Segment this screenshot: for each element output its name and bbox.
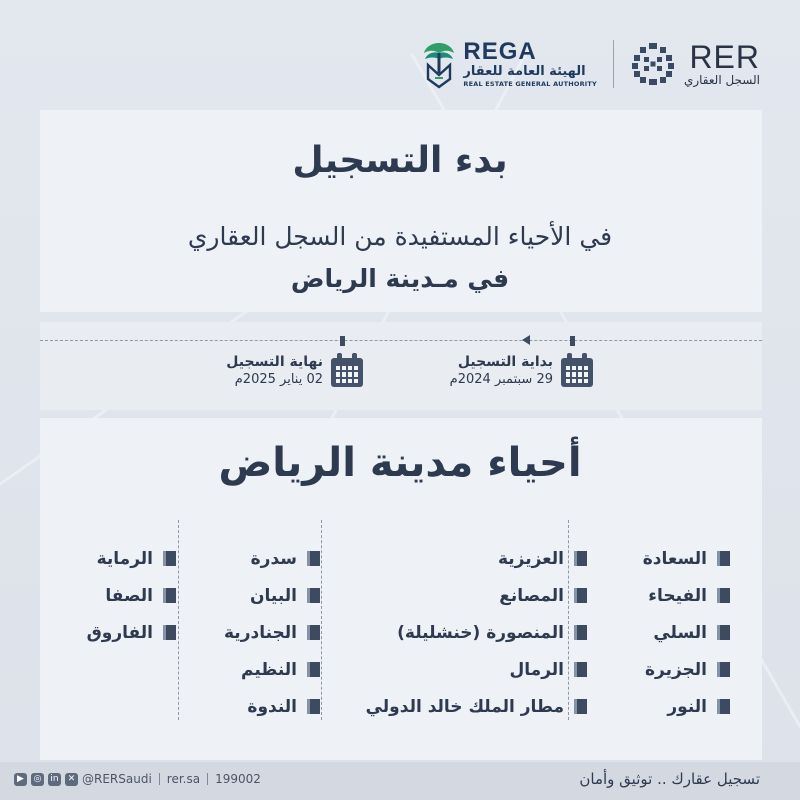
social-handle[interactable]: @RERSaudi bbox=[82, 772, 152, 786]
district-item: الجزيرة bbox=[643, 651, 730, 688]
district-item: السعادة bbox=[643, 540, 730, 577]
bullet-icon bbox=[307, 588, 320, 603]
district-column-4 bbox=[87, 540, 176, 651]
bullet-icon bbox=[307, 551, 320, 566]
instagram-icon[interactable]: ◎ bbox=[31, 773, 44, 786]
district-column-3 bbox=[224, 540, 320, 725]
rega-logo bbox=[421, 39, 597, 89]
logo-divider bbox=[613, 40, 614, 88]
bullet-icon bbox=[574, 551, 587, 566]
timeline-arrow-icon bbox=[522, 335, 530, 345]
district-column-1 bbox=[643, 540, 730, 725]
footer-slogan: تسجيل عقارك .. توثيق وأمان bbox=[579, 770, 760, 788]
district-item: الرمال bbox=[366, 651, 587, 688]
rer-wordmark: RER bbox=[689, 39, 760, 75]
website-link[interactable]: rer.sa bbox=[166, 772, 201, 786]
logo-bar bbox=[421, 34, 760, 94]
district-item: الندوة bbox=[224, 688, 320, 725]
end-date-value: 02 يناير 2025م bbox=[234, 372, 323, 387]
rega-palm-logo-icon bbox=[421, 39, 457, 89]
footer-separator bbox=[159, 773, 160, 785]
column-divider bbox=[321, 520, 322, 720]
rega-arabic-name: الهيئة العامة للعقار bbox=[463, 64, 586, 79]
footer-bar bbox=[0, 762, 800, 800]
footer-contacts bbox=[14, 772, 261, 786]
calendar-icon bbox=[561, 353, 593, 387]
bullet-icon bbox=[307, 625, 320, 640]
end-date-label: نهاية التسجيل bbox=[226, 354, 323, 370]
district-item: مطار الملك خالد الدولي bbox=[366, 688, 587, 725]
district-item: الصفا bbox=[87, 577, 176, 614]
district-item: الجنادرية bbox=[224, 614, 320, 651]
timeline-tick bbox=[570, 336, 575, 346]
bullet-icon bbox=[717, 699, 730, 714]
district-item: المنصورة (خنشليلة) bbox=[366, 614, 587, 651]
start-date-block bbox=[450, 353, 593, 389]
district-item: السلي bbox=[643, 614, 730, 651]
bullet-icon bbox=[163, 625, 176, 640]
district-item: النور bbox=[643, 688, 730, 725]
calendar-icon bbox=[331, 353, 363, 387]
rer-logo bbox=[630, 41, 760, 87]
phone-number[interactable]: 199002 bbox=[215, 772, 261, 786]
district-item: الفاروق bbox=[87, 614, 176, 651]
bullet-icon bbox=[717, 625, 730, 640]
district-item: البيان bbox=[224, 577, 320, 614]
rer-arabic-name: السجل العقاري bbox=[683, 73, 760, 87]
rer-dots-logo-icon bbox=[630, 41, 676, 87]
rega-subtitle: REAL ESTATE GENERAL AUTHORITY bbox=[463, 80, 597, 88]
start-date-label: بداية التسجيل bbox=[457, 354, 553, 370]
bullet-icon bbox=[163, 551, 176, 566]
timeline-card bbox=[40, 322, 762, 410]
column-divider bbox=[178, 520, 179, 720]
bullet-icon bbox=[574, 662, 587, 677]
timeline-line bbox=[40, 340, 762, 341]
bullet-icon bbox=[574, 699, 587, 714]
timeline-tick bbox=[340, 336, 345, 346]
subtitle-line-2: في مـدينة الرياض bbox=[290, 264, 510, 293]
district-item: الرماية bbox=[87, 540, 176, 577]
rega-wordmark: REGA bbox=[463, 38, 537, 65]
bullet-icon bbox=[717, 588, 730, 603]
districts-title: أحياء مدينة الرياض bbox=[218, 440, 582, 486]
district-column-2 bbox=[366, 540, 587, 725]
district-item: الفيحاء bbox=[643, 577, 730, 614]
bullet-icon bbox=[307, 662, 320, 677]
footer-separator bbox=[207, 773, 208, 785]
subtitle-line-1: في الأحياء المستفيدة من السجل العقاري bbox=[187, 222, 613, 251]
end-date-block bbox=[226, 353, 363, 389]
bullet-icon bbox=[574, 588, 587, 603]
page-title: بدء التسجيل bbox=[292, 140, 508, 181]
district-item: العزيزية bbox=[366, 540, 587, 577]
bullet-icon bbox=[307, 699, 320, 714]
linkedin-icon[interactable]: in bbox=[48, 773, 61, 786]
youtube-icon[interactable]: ▶ bbox=[14, 773, 27, 786]
district-item: سدرة bbox=[224, 540, 320, 577]
bullet-icon bbox=[717, 662, 730, 677]
bullet-icon bbox=[574, 625, 587, 640]
x-icon[interactable]: ✕ bbox=[65, 773, 78, 786]
bullet-icon bbox=[163, 588, 176, 603]
district-item: النظيم bbox=[224, 651, 320, 688]
start-date-value: 29 سبتمبر 2024م bbox=[449, 372, 553, 387]
district-item: المصانع bbox=[366, 577, 587, 614]
bullet-icon bbox=[717, 551, 730, 566]
